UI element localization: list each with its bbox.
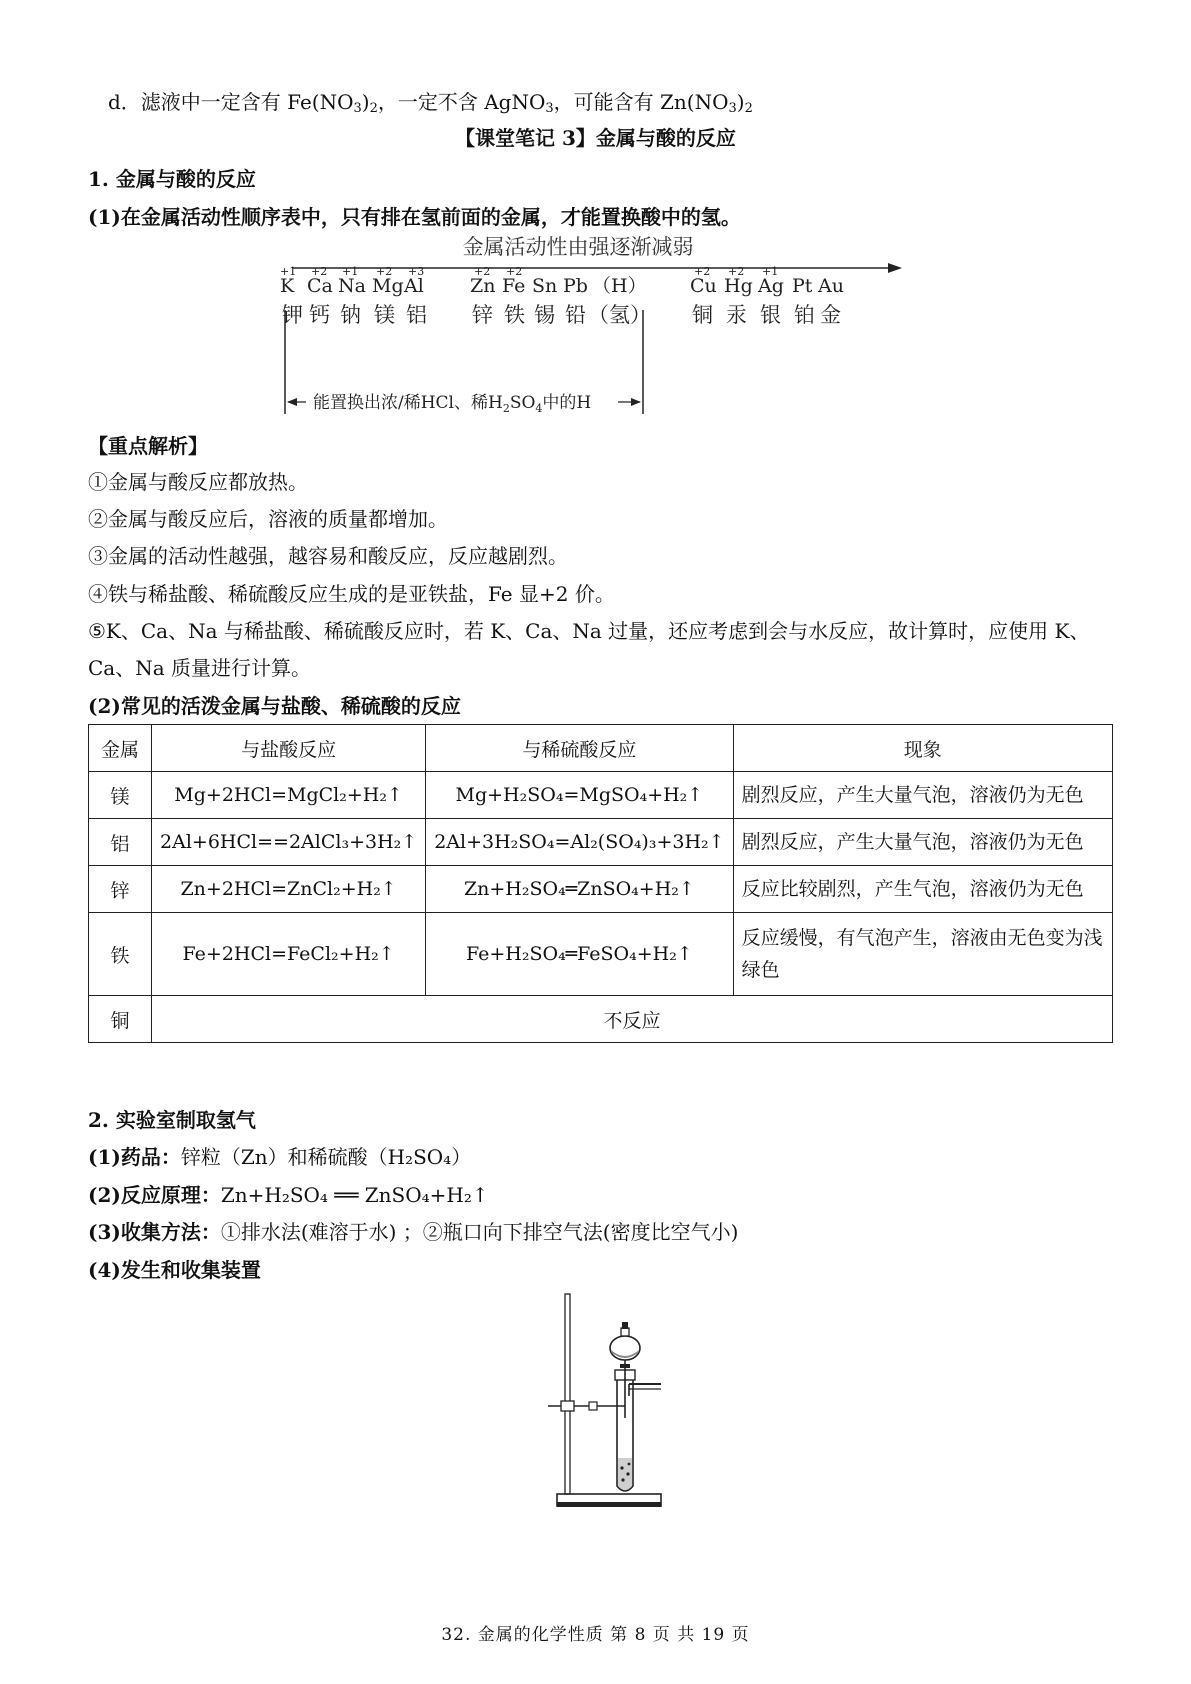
- table-header-row: [89, 725, 1113, 772]
- analysis-point-4: ④铁与稀盐酸、稀硫酸反应生成的是亚铁盐，Fe 显+2 价。: [88, 582, 615, 606]
- table-row: [89, 772, 1113, 819]
- metal-cell: 铜: [89, 996, 152, 1043]
- metal-symbol: Pt: [792, 275, 813, 297]
- hydrogen-apparatus-diagram: [545, 1290, 675, 1512]
- section1-rule: (1)在金属活动性顺序表中，只有排在氢前面的金属，才能置换酸中的氢。: [88, 205, 741, 229]
- metal-symbol: Ca: [307, 275, 333, 297]
- section1-heading: 1. 金属与酸的反应: [88, 167, 256, 191]
- phenomenon-cell: 剧烈反应，产生大量气泡，溶液仍为无色: [733, 772, 1112, 819]
- h2so4-equation: Fe+H₂SO₄═FeSO₄+H₂↑: [426, 913, 733, 996]
- activity-series-diagram: [280, 232, 920, 422]
- valence-label: +2: [694, 265, 711, 278]
- metal-symbol: Au: [818, 275, 844, 297]
- valence-label: +2: [311, 265, 328, 278]
- section2-title: (2)常见的活泼金属与盐酸、稀硫酸的反应: [88, 694, 461, 718]
- phenomenon-cell: 剧烈反应，产生大量气泡，溶液仍为无色: [733, 819, 1112, 866]
- analysis-point-1: ①金属与酸反应都放热。: [88, 470, 308, 494]
- valence-label: +1: [342, 265, 359, 278]
- h2so4-equation: 2Al+3H₂SO₄=Al₂(SO₄)₃+3H₂↑: [426, 819, 733, 866]
- phenomenon-cell: 反应比较剧烈，产生气泡，溶液仍为无色: [733, 866, 1112, 913]
- metal-cell: 锌: [89, 866, 152, 913]
- metal-symbol: Zn: [470, 275, 496, 297]
- analysis-point-5-cont: Ca、Na 质量进行计算。: [88, 656, 312, 680]
- hcl-equation: Zn+2HCl=ZnCl₂+H₂↑: [152, 866, 426, 913]
- phenomenon-cell: 反应缓慢，有气泡产生，溶液由无色变为浅绿色: [733, 913, 1112, 996]
- page-footer: 32. 金属的化学性质 第 8 页 共 19 页: [441, 1625, 750, 1645]
- valence-label: +2: [376, 265, 393, 278]
- table-row: [89, 913, 1113, 996]
- metal-chinese-name: 锡: [534, 303, 555, 327]
- valence-label: +2: [506, 265, 523, 278]
- header-phenomenon: 现象: [733, 725, 1112, 772]
- metal-chinese-name: 金: [820, 303, 841, 327]
- header-metal: 金属: [89, 725, 152, 772]
- metal-symbol: Mg: [372, 275, 404, 297]
- metal-chinese-name: 镁: [374, 303, 395, 327]
- h2so4-equation: Mg+H₂SO₄=MgSO₄+H₂↑: [426, 772, 733, 819]
- analysis-heading: 【重点解析】: [88, 434, 208, 458]
- metal-chinese-name: 铁: [504, 303, 525, 327]
- lab-apparatus: (4)发生和收集装置: [88, 1258, 261, 1282]
- metal-symbol: K: [280, 275, 295, 297]
- header-hcl: 与盐酸反应: [152, 725, 426, 772]
- arrow-head: [888, 263, 902, 273]
- metal-symbol: Cu: [690, 275, 717, 297]
- analysis-point-5: ⑤K、Ca、Na 与稀盐酸、稀硫酸反应时，若 K、Ca、Na 过量，还应考虑到会与水反应，故计算时，应使用 K、: [88, 619, 1090, 643]
- metal-chinese-name: 铂: [794, 303, 815, 327]
- metal-symbol: Ag: [758, 275, 784, 297]
- metal-cell: 镁: [89, 772, 152, 819]
- lab-principle: (2)反应原理：Zn+H₂SO₄ ══ ZnSO₄+H₂↑: [88, 1183, 489, 1207]
- metal-symbol: Hg: [724, 275, 753, 297]
- metal-symbol: Fe: [502, 275, 526, 297]
- note-title: 【课堂笔记 3】金属与酸的反应: [455, 126, 736, 150]
- metal-chinese-name: 钠: [340, 303, 361, 327]
- h2so4-equation: Zn+H₂SO₄═ZnSO₄+H₂↑: [426, 866, 733, 913]
- table-row: [89, 866, 1113, 913]
- header-h2so4: 与稀硫酸反应: [426, 725, 733, 772]
- metal-symbol: （H）: [592, 275, 647, 297]
- metal-symbol: Sn: [532, 275, 558, 297]
- option-d: d．滤液中一定含有 $Fe(NO_3)_2$，一定不含 AgNO$_3$，可能含有 $Zn(NO_3)_2$: [108, 90, 753, 116]
- arrow-label: 金属活动性由强逐渐减弱: [462, 235, 694, 259]
- metal-chinese-name: 钙: [309, 303, 330, 327]
- hcl-equation: Mg+2HCl=MgCl₂+H₂↑: [152, 772, 426, 819]
- hcl-equation: Fe+2HCl=FeCl₂+H₂↑: [152, 913, 426, 996]
- valence-label: +2: [728, 265, 745, 278]
- metal-chinese-name: 铝: [406, 303, 427, 327]
- metal-cell: 铁: [89, 913, 152, 996]
- valence-label: +3: [408, 265, 425, 278]
- valence-label: +1: [280, 265, 297, 278]
- metal-chinese-name: 锌: [472, 303, 493, 327]
- metal-chinese-name: （氢）: [588, 303, 651, 327]
- reaction-table: [88, 724, 1113, 1043]
- metal-cell: 铝: [89, 819, 152, 866]
- no-reaction-cell: 不反应: [152, 996, 1113, 1043]
- metal-chinese-name: 钾: [282, 303, 303, 327]
- valence-label: +1: [762, 265, 779, 278]
- metal-chinese-name: 铜: [692, 303, 713, 327]
- analysis-point-3: ③金属的活动性越强，越容易和酸反应，反应越剧烈。: [88, 544, 568, 568]
- metal-symbol: Na: [338, 275, 366, 297]
- metal-chinese-name: 银: [760, 303, 781, 327]
- metal-symbol: Al: [404, 275, 424, 297]
- table-row: [89, 819, 1113, 866]
- metal-chinese-name: 汞: [726, 303, 747, 327]
- metal-symbol: Pb: [563, 275, 588, 297]
- lab-collection: (3)收集方法：①排水法(难溶于水) ；②瓶口向下排空气法(密度比空气小): [88, 1220, 739, 1244]
- stand-rod: [565, 1294, 570, 1494]
- lab-reagents: (1)药品：锌粒（Zn）和稀硫酸（H₂SO₄）: [88, 1145, 472, 1169]
- analysis-point-2: ②金属与酸反应后，溶液的质量都增加。: [88, 507, 448, 531]
- metal-chinese-name: 铅: [565, 303, 586, 327]
- range-label: 能置换出浓/稀HCl、稀$H_2SO_4$中的H: [313, 393, 592, 415]
- valence-label: +2: [474, 265, 491, 278]
- table-row: [89, 996, 1113, 1043]
- hcl-equation: 2Al+6HCl==2AlCl₃+3H₂↑: [152, 819, 426, 866]
- lab-heading: 2. 实验室制取氢气: [88, 1108, 256, 1132]
